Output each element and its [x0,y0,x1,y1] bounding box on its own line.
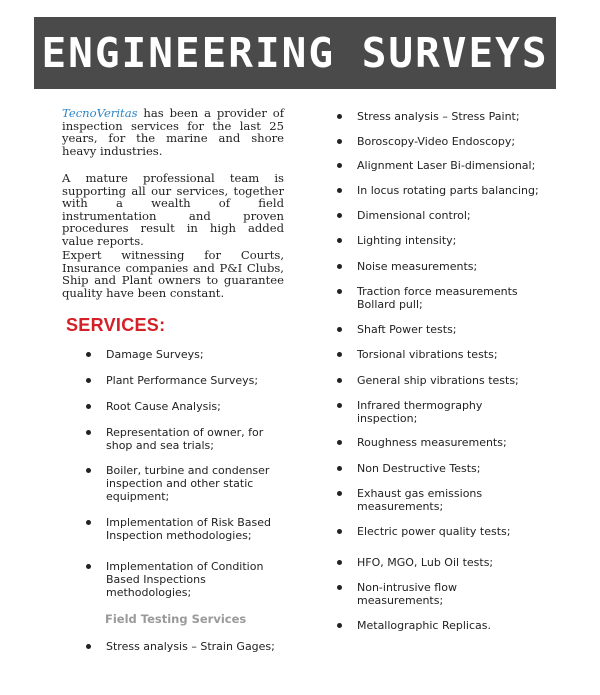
bullet-icon [337,560,342,565]
list-item-text: Metallographic Replicas. [357,619,491,632]
bullet-icon [86,378,91,383]
bullet-icon [337,378,342,383]
list-item [337,436,507,449]
list-item-text: Implementation of Condition Based Inspections methodologies; [106,560,264,599]
list-item [86,400,221,413]
bullet-icon [337,139,342,144]
list-item-text: Alignment Laser Bi-dimensional; [357,159,536,172]
bullet-icon [337,327,342,332]
list-item [86,560,263,599]
list-item [337,581,457,607]
list-item [337,184,539,197]
list-item-text: Non-intrusive flow measurements; [357,581,457,607]
list-item [337,234,456,247]
list-item-text: In locus rotating parts balancing; [357,184,539,197]
bullet-icon [337,289,342,294]
bullet-icon [337,403,342,408]
intro-paragraph-3: Expert witnessing for Courts, Insurance companies and P&I Clubs, Ship and Plant owners to guarantee quality have been constant. [62,248,284,300]
list-item-text: Roughness measurements; [357,436,507,449]
bullet-icon [337,585,342,590]
intro-paragraph-1 [62,107,284,157]
list-item [337,159,535,172]
list-item [86,516,271,542]
list-item [337,285,518,311]
list-item-text: Torsional vibrations tests; [357,348,498,361]
bullet-icon [337,238,342,243]
bullet-icon [337,163,342,168]
list-item-text: Lighting intensity; [357,234,457,247]
bullet-icon [337,114,342,119]
field-testing-heading: Field Testing Services [105,612,247,626]
list-item-text: Shaft Power tests; [357,323,457,336]
bullet-icon [337,529,342,534]
bullet-icon [337,440,342,445]
list-item [337,399,482,425]
list-item [337,374,519,387]
list-item [337,619,491,632]
bullet-icon [86,404,91,409]
page-title: ENGINEERING SURVEYS [41,29,549,77]
list-item [337,135,515,148]
list-item [337,209,471,222]
bullet-icon [337,188,342,193]
list-item [337,556,493,569]
bullet-icon [337,466,342,471]
bullet-icon [86,430,91,435]
bullet-icon [86,352,91,357]
list-item-text: Plant Performance Surveys; [106,374,259,387]
list-item-text: Boiler, turbine and condenser inspection and other static equipment; [106,464,270,503]
bullet-icon [86,520,91,525]
list-item-text: Dimensional control; [357,209,471,222]
bullet-icon [86,564,91,569]
brand-name: TecnoVeritas [62,106,138,120]
list-item [337,260,477,273]
bullet-icon [337,213,342,218]
bullet-icon [337,264,342,269]
list-item-text: General ship vibrations tests; [357,374,519,387]
services-heading: SERVICES: [66,315,166,335]
list-item [86,426,263,452]
list-item-text: Implementation of Risk Based Inspection methodologies; [106,516,272,542]
list-item [86,348,204,361]
bullet-icon [86,644,91,649]
list-item-text: Non Destructive Tests; [357,462,481,475]
list-item-text: Boroscopy-Video Endoscopy; [357,135,516,148]
list-item [86,640,275,653]
list-item [337,462,481,475]
list-item-text: HFO, MGO, Lub Oil tests; [357,556,494,569]
list-item-text: Representation of owner, for shop and sea trials; [106,426,264,452]
list-item-text: Infrared thermography inspection; [357,399,483,425]
list-item [337,348,498,361]
bullet-icon [86,468,91,473]
intro-paragraph-1-text: has been a provider of inspection services for the last 25 years, for the marine and shore heavy industries. [62,106,284,158]
list-item-text: Damage Surveys; [106,348,204,361]
list-item [337,487,482,513]
list-item [86,374,258,387]
list-item [86,464,269,503]
list-item-text: Electric power quality tests; [357,525,511,538]
list-item [337,525,510,538]
list-item-text: Root Cause Analysis; [106,400,221,413]
bullet-icon [337,491,342,496]
list-item-text: Stress analysis – Strain Gages; [106,640,275,653]
list-item [337,110,520,123]
bullet-icon [337,623,342,628]
list-item-text: Exhaust gas emissions measurements; [357,487,483,513]
list-item-text: Noise measurements; [357,260,478,273]
title-banner [34,17,556,89]
bullet-icon [337,352,342,357]
list-item [337,323,457,336]
intro-paragraph-2: A mature professional team is supporting all our services, together with a wealth of field instrumentation and proven procedures result in high added value reports. [62,171,284,248]
list-item-text: Traction force measurements Bollard pull; [357,285,518,311]
list-item-text: Stress analysis – Stress Paint; [357,110,520,123]
